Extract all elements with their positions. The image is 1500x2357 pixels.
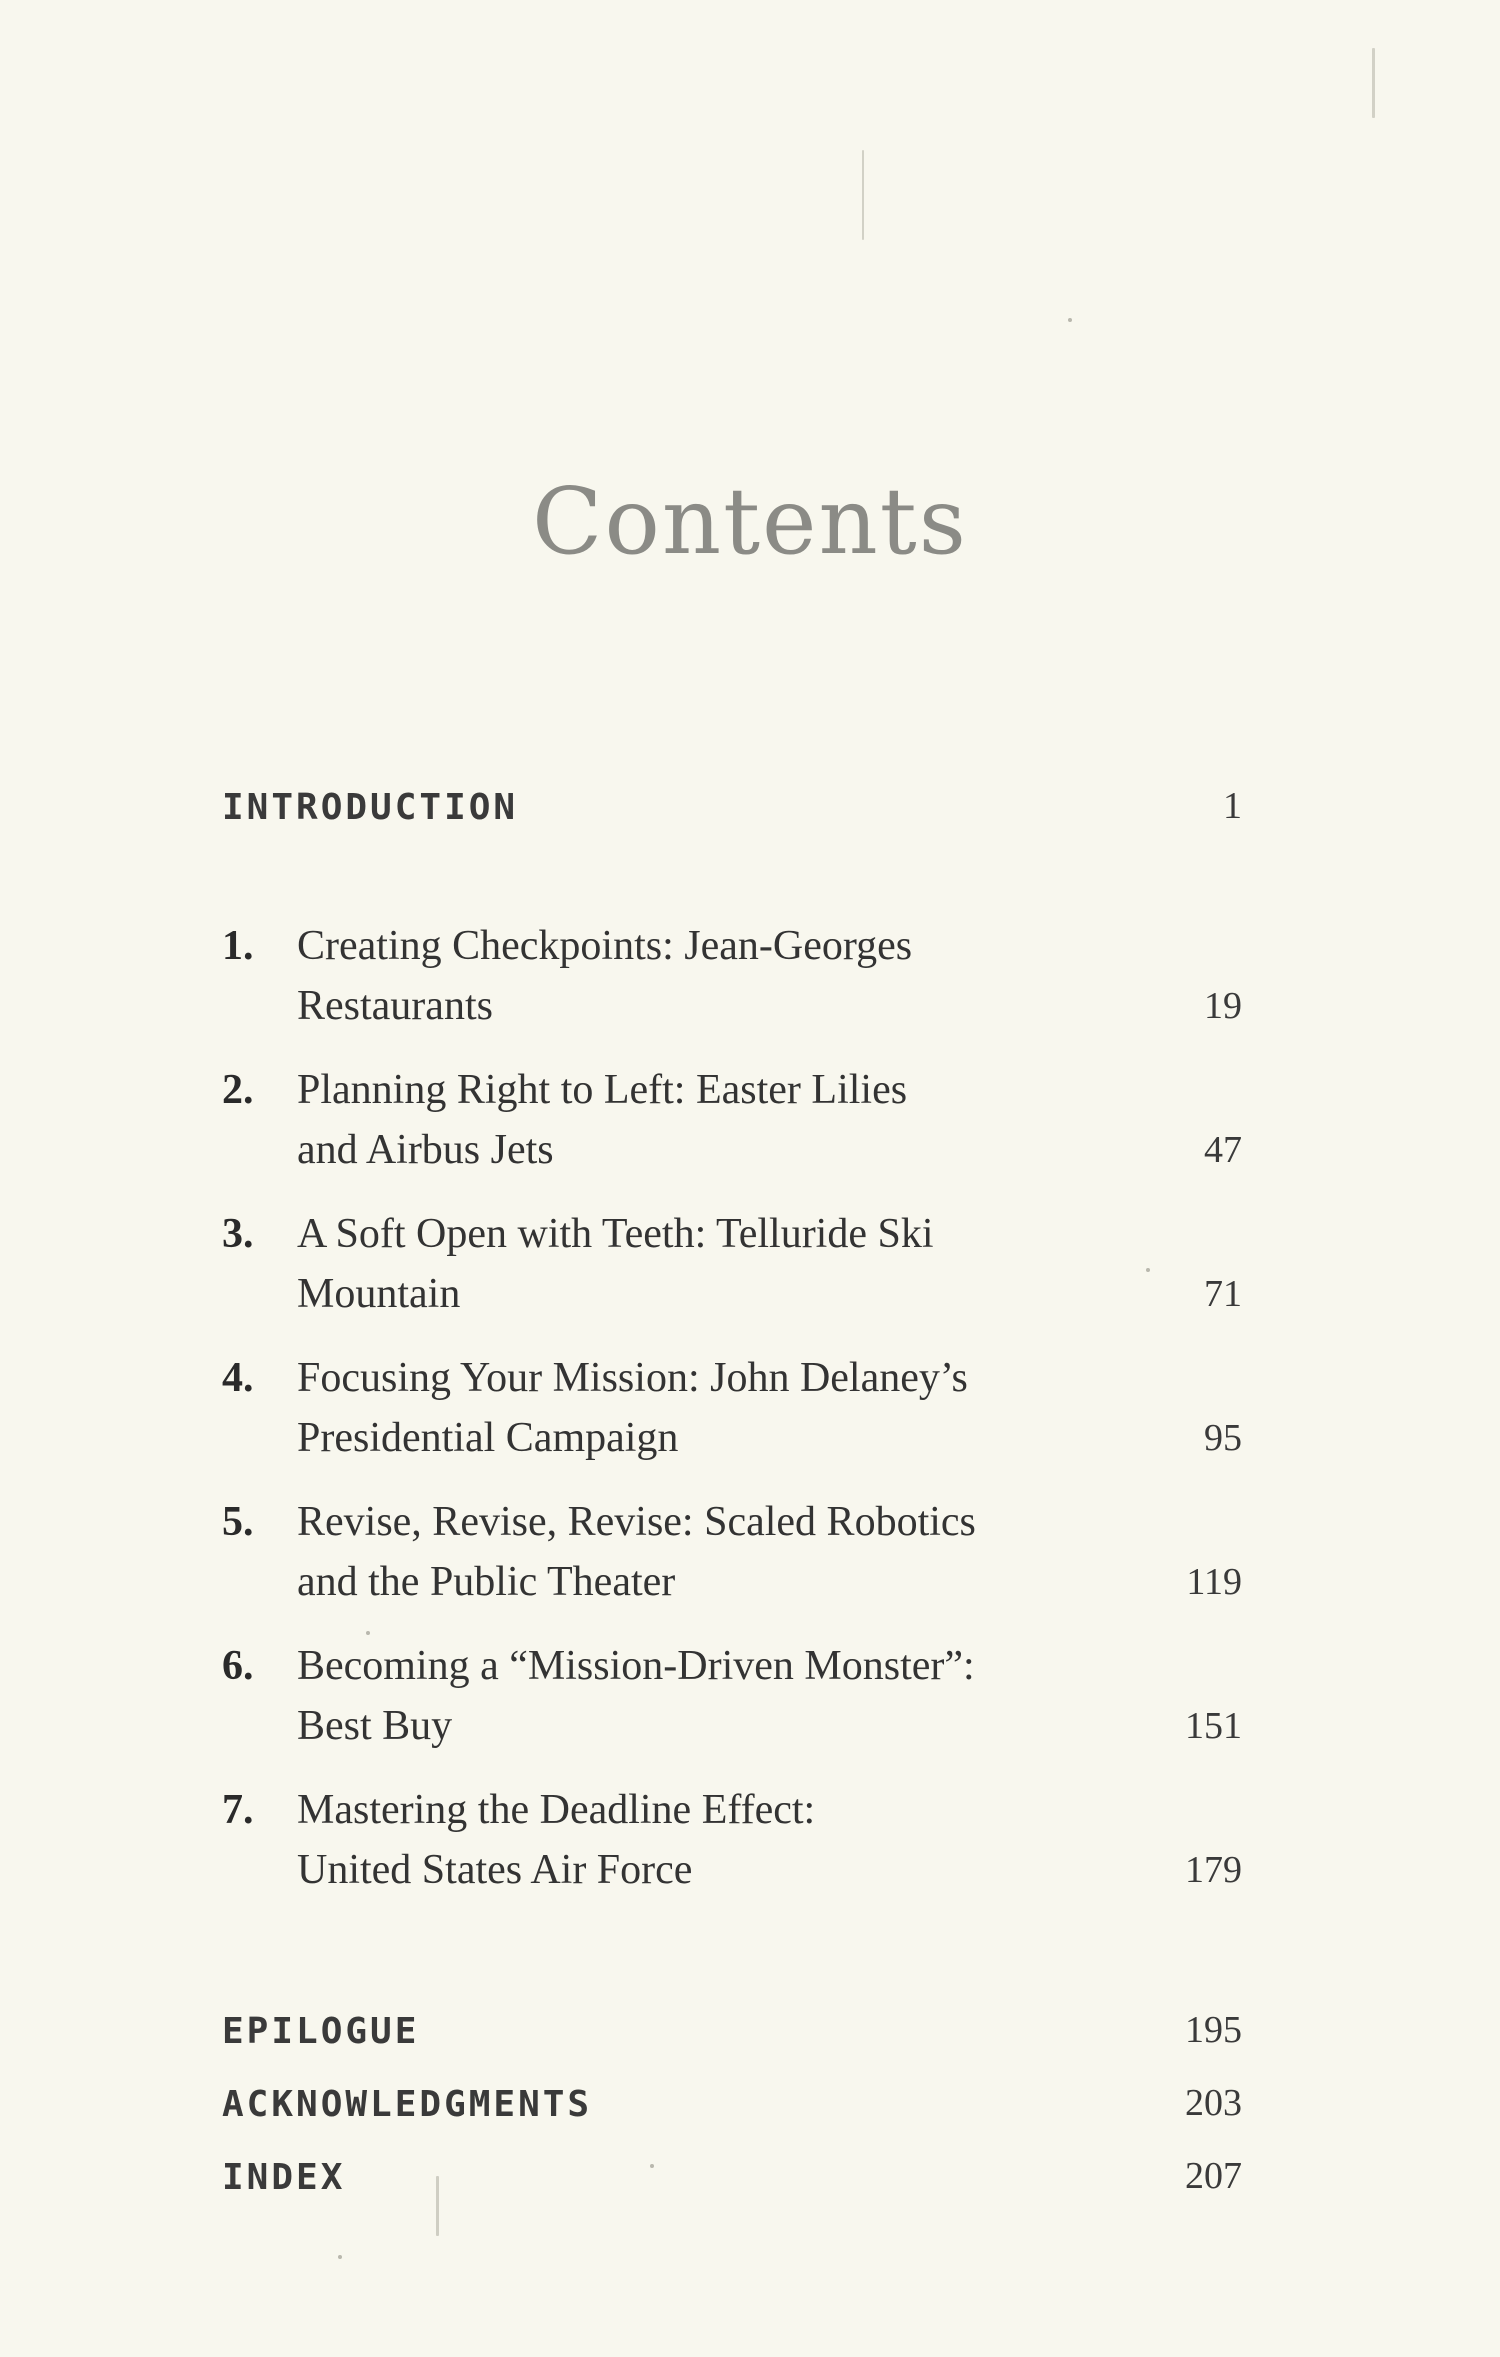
toc-page-number: 151	[1185, 1705, 1242, 1747]
toc-page-number: 179	[1185, 1849, 1242, 1891]
toc-page-number: 195	[1185, 2009, 1242, 2051]
chapter-number: 7.	[222, 1787, 254, 1833]
chapter-number: 1.	[222, 923, 254, 969]
paper-speck	[366, 1631, 370, 1635]
toc-label: INTRODUCTION	[222, 787, 519, 828]
chapter-title-line: Creating Checkpoints: Jean-Georges	[297, 923, 913, 969]
chapter-title-line: Best Buy	[297, 1703, 453, 1749]
toc-page-number: 71	[1204, 1273, 1242, 1315]
toc-entry-acknowledgments	[222, 2065, 1242, 2125]
chapter-title-line: United States Air Force	[297, 1847, 693, 1893]
toc-label: INDEX	[222, 2157, 346, 2198]
toc-chapter-5	[222, 1498, 1242, 1628]
toc-chapter-1	[222, 922, 1242, 1052]
chapter-number: 5.	[222, 1499, 254, 1545]
page-title: Contents	[532, 468, 968, 575]
paper-speck	[338, 2255, 342, 2259]
toc-entry-epilogue	[222, 1992, 1242, 2052]
chapter-title-line: Focusing Your Mission: John Delaney’s	[297, 1355, 968, 1401]
chapter-title-line: Mastering the Deadline Effect:	[297, 1787, 816, 1833]
chapter-number: 6.	[222, 1643, 254, 1689]
toc-label: EPILOGUE	[222, 2011, 420, 2052]
toc-chapter-3	[222, 1210, 1242, 1340]
toc-page-number: 119	[1186, 1561, 1242, 1603]
chapter-number: 4.	[222, 1355, 254, 1401]
paper-speck	[1068, 318, 1072, 322]
chapter-title-line: Revise, Revise, Revise: Scaled Robotics	[297, 1499, 976, 1545]
paper-speck	[862, 150, 864, 240]
chapter-title-line: and the Public Theater	[297, 1559, 676, 1605]
chapter-title-line: A Soft Open with Teeth: Telluride Ski	[297, 1211, 934, 1257]
chapter-number: 2.	[222, 1067, 254, 1113]
toc-page-number: 203	[1185, 2082, 1242, 2124]
toc-entry-index	[222, 2138, 1242, 2198]
toc-chapter-7	[222, 1786, 1242, 1916]
chapter-title-line: Becoming a “Mission-Driven Monster”:	[297, 1643, 975, 1689]
toc-entry-introduction	[222, 768, 1242, 828]
chapter-title-line: Presidential Campaign	[297, 1415, 679, 1461]
toc-label: ACKNOWLEDGMENTS	[222, 2084, 593, 2125]
chapter-title-line: and Airbus Jets	[297, 1127, 554, 1173]
toc-chapter-2	[222, 1066, 1242, 1196]
chapter-number: 3.	[222, 1211, 254, 1257]
chapter-title-line: Planning Right to Left: Easter Lilies	[297, 1067, 908, 1113]
toc-page-number: 47	[1204, 1129, 1242, 1171]
toc-page-number: 95	[1204, 1417, 1242, 1459]
toc-chapter-6	[222, 1642, 1242, 1772]
toc-page-number: 1	[1223, 785, 1242, 827]
chapter-title-line: Mountain	[297, 1271, 461, 1317]
toc-page-number: 19	[1204, 985, 1242, 1027]
toc-chapter-4	[222, 1354, 1242, 1484]
toc-page-number: 207	[1185, 2155, 1242, 2197]
chapter-title-line: Restaurants	[297, 983, 493, 1029]
paper-speck	[1372, 48, 1375, 118]
